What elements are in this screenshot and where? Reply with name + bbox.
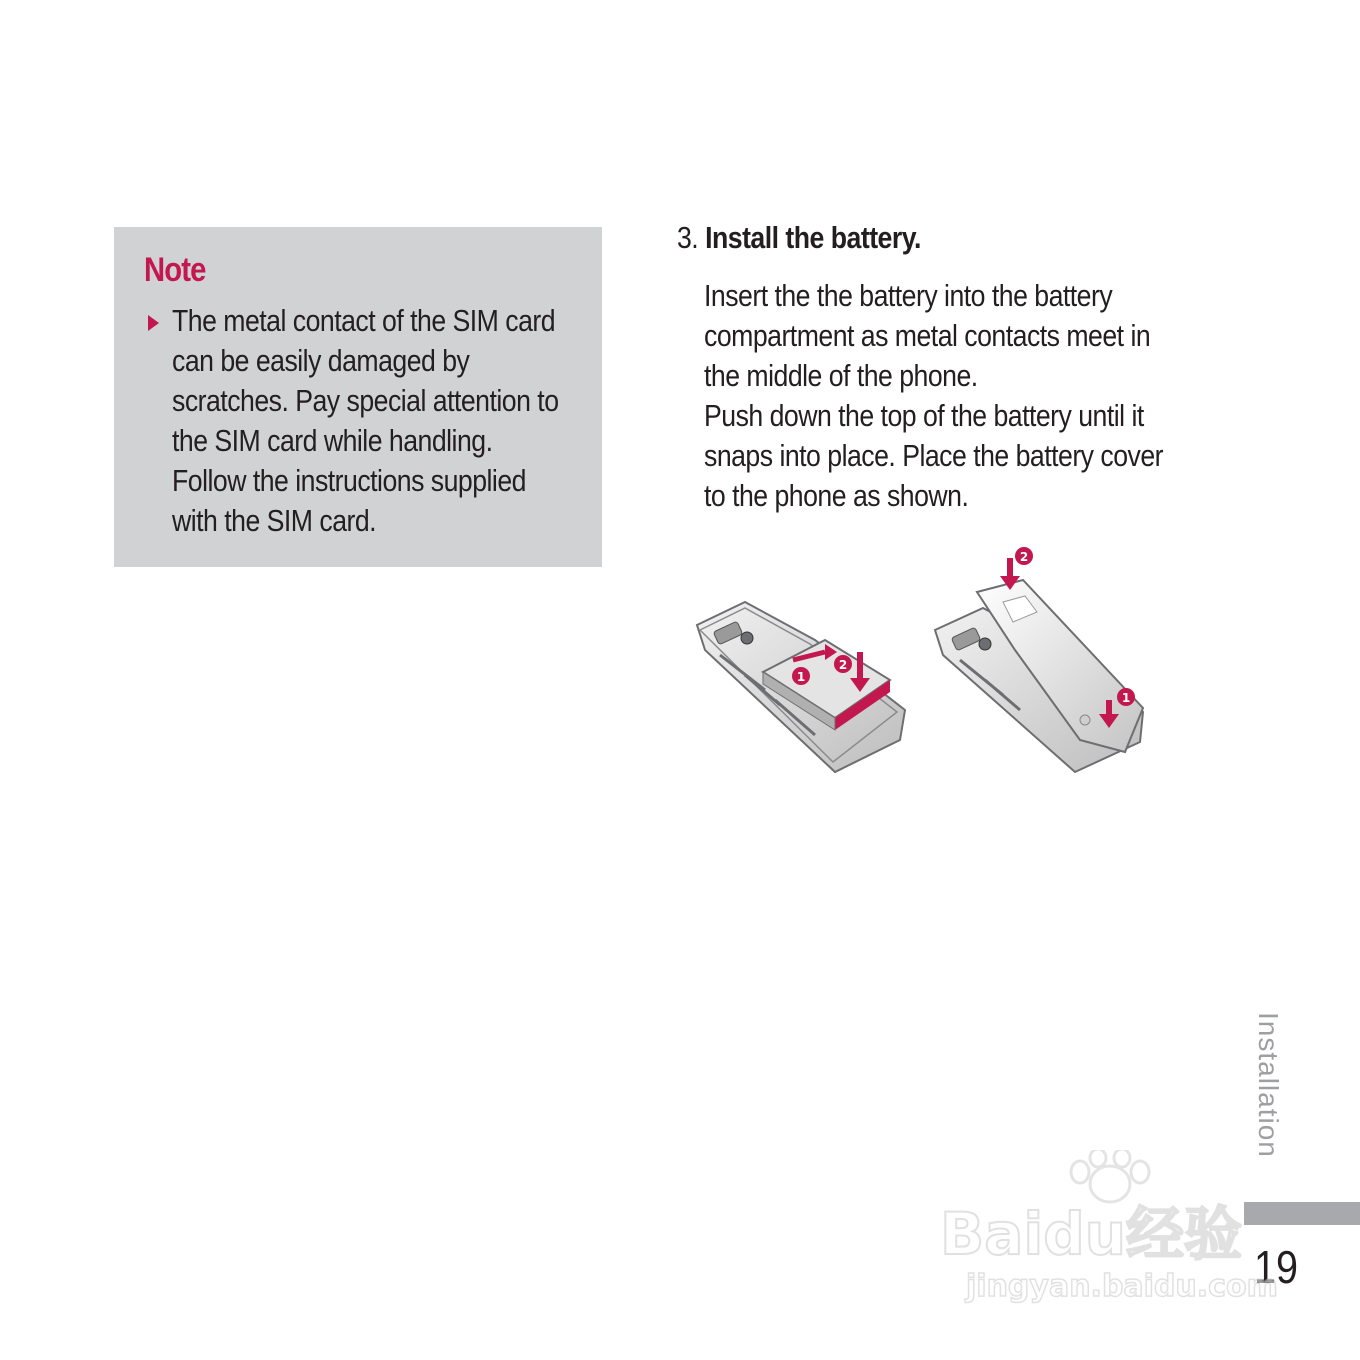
note-text: The metal contact of the SIM card can be easily damaged by scratches. Pay special attention to the SIM card while handling. Follow the instructions supplied with the SIM card. <box>172 303 559 538</box>
step-title: Install the battery. <box>705 220 921 255</box>
step-paragraph-insert: Insert the the battery into the battery compartment as metal contacts meet in the middle of the phone. <box>704 278 1151 393</box>
phone-right-illustration <box>935 547 1143 772</box>
baidu-jingyan-watermark <box>940 1150 1280 1310</box>
step-number: 3. <box>677 220 699 255</box>
battery-installation-figure <box>685 540 1165 780</box>
section-label: Installation <box>1253 1012 1284 1158</box>
watermark-logo-text: Baidu经验 <box>940 1200 1243 1268</box>
bullet-triangle-icon <box>148 315 159 331</box>
step-marker-1-right: 1 <box>1121 691 1131 705</box>
phone-left-illustration <box>697 602 905 772</box>
step-marker-2-right: 2 <box>1019 550 1029 564</box>
step-heading <box>677 220 921 256</box>
watermark-url-text: jingyan.baidu.com <box>966 1269 1278 1304</box>
note-title: Note <box>144 251 206 289</box>
step-paragraph-push: Push down the top of the battery until it snaps into place. Place the battery cover to the phone as shown. <box>704 398 1163 513</box>
note-box <box>114 227 602 567</box>
page-number: 19 <box>1254 1241 1299 1293</box>
step-marker-1-left: 1 <box>796 670 806 684</box>
step-marker-2-left: 2 <box>838 658 848 672</box>
step-body <box>704 276 1186 516</box>
